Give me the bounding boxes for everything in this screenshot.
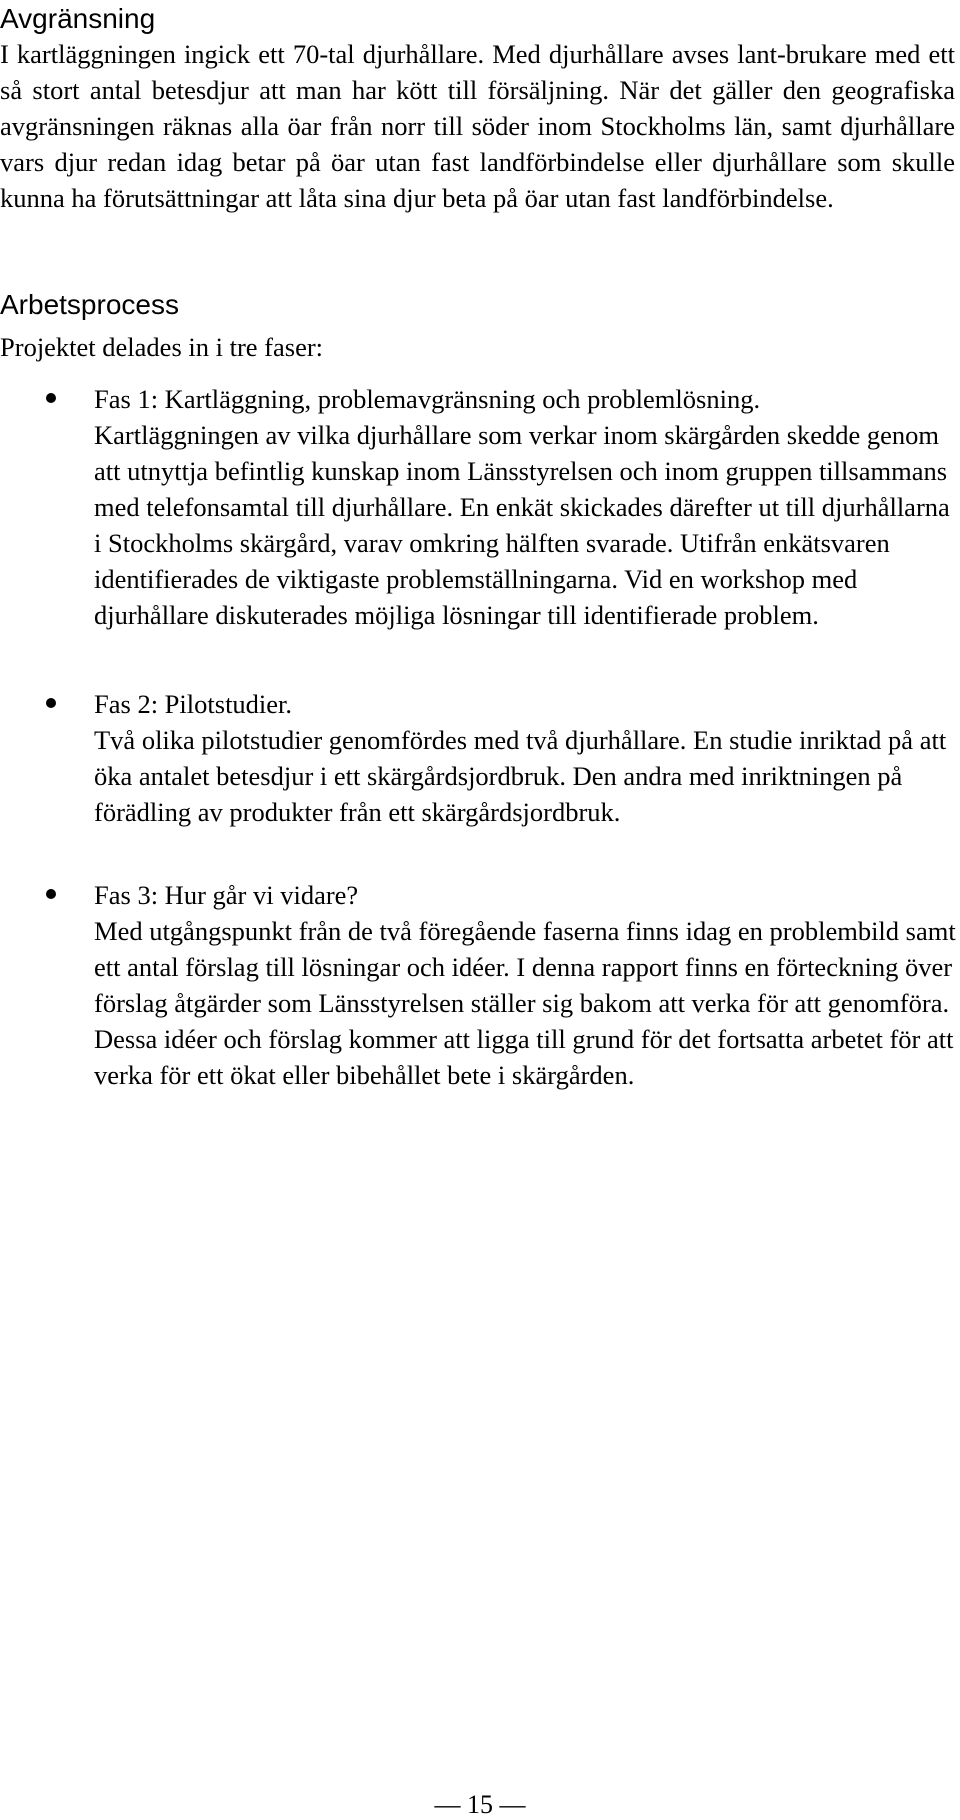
list-item-body: Med utgångspunkt från de två föregående faserna finns idag en problembild samt ett antal förslag till lösningar och idéer. I denna rapport finns en förteckning över förslag åtgärder som Länsstyrelsen ställer sig bakom att verka för att genomföra. Dessa idéer och förslag kommer att ligga till grund för det fortsatta arbetet för att verka för ett ökat eller bibehållet bete i skärgården. <box>94 916 956 1090</box>
section-heading-arbetsprocess: Arbetsprocess <box>0 289 179 320</box>
list-item-fas-3 <box>94 877 956 1093</box>
list-item-title: Fas 3: Hur går vi vidare? <box>94 880 359 910</box>
avgransning-paragraph: I kartläggningen ingick ett 70-tal djurhållare. Med djurhållare avses lant-brukare med ett så stort antal betesdjur att man har kött till försäljning. När det gäller den geografiska avgränsningen räknas alla öar från norr till söder inom Stockholms län, samt djurhållare vars djur redan idag betar på öar utan fast landförbindelse eller djurhållare som skulle kunna ha förutsättningar att låta sina djur beta på öar utan fast landförbindelse. <box>0 39 955 213</box>
list-item-title: Fas 1: Kartläggning, problemavgränsning och problemlösning. <box>94 384 761 414</box>
list-item-body: Kartläggningen av vilka djurhållare som verkar inom skärgården skedde genom att utnyttja befintlig kunskap inom Länsstyrelsen och inom gruppen tillsammans med telefonsamtal till djurhållare. En enkät skickades därefter ut till djurhållarna i Stockholms skärgård, varav omkring hälften svarade. Utifrån enkätsvaren identifierades de viktigaste problemställningarna. Vid en workshop med djurhållare diskuterades möjliga lösningar till identifierade problem. <box>94 420 950 630</box>
section-heading-avgransning: Avgränsning <box>0 3 156 34</box>
page-number: — 15 — <box>434 1790 526 1819</box>
list-item-fas-1 <box>94 381 956 633</box>
bullet-icon <box>46 393 56 403</box>
list-item-title: Fas 2: Pilotstudier. <box>94 689 293 719</box>
arbetsprocess-intro: Projektet delades in i tre faser: <box>0 332 324 362</box>
list-item-fas-2 <box>94 686 956 830</box>
bullet-icon <box>46 889 56 899</box>
bullet-icon <box>46 698 56 708</box>
list-item-body: Två olika pilotstudier genomfördes med två djurhållare. En studie inriktad på att öka antalet betesdjur i ett skärgårdsjordbruk. Den andra med inriktningen på förädling av produkter från ett skärgårdsjordbruk. <box>94 725 947 827</box>
